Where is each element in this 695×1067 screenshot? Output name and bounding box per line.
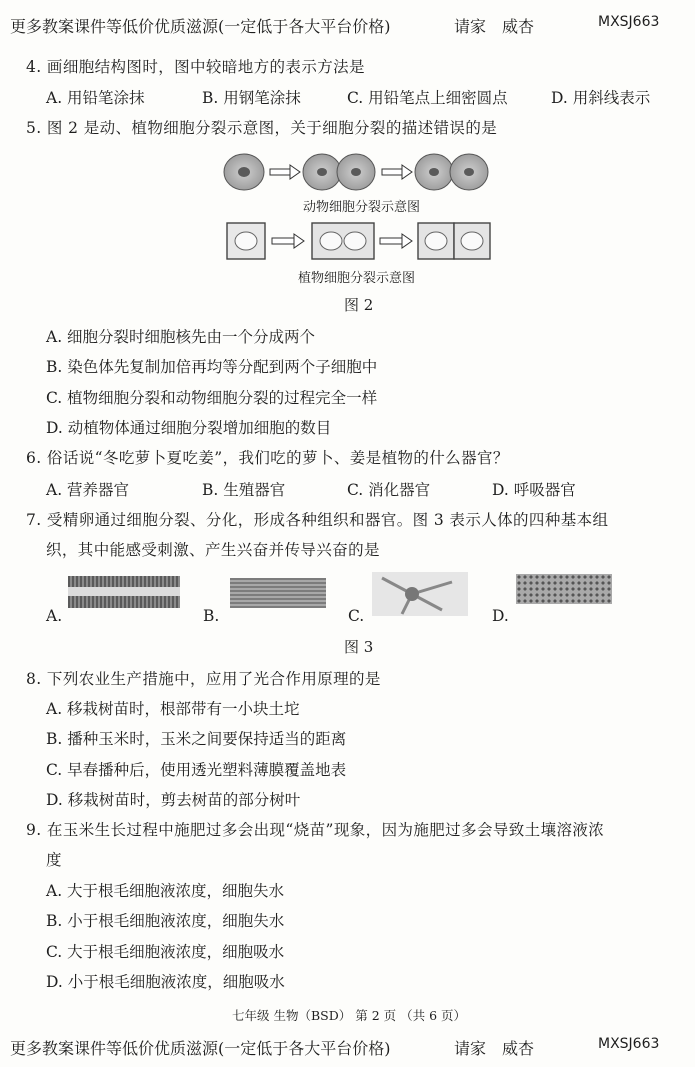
q5-option-d: D. 动植物体通过细胞分裂增加细胞的数目 xyxy=(46,419,332,437)
q4-option-a: A. 用铅笔涂抹 xyxy=(46,89,145,107)
q5-option-b: B. 染色体先复制加倍再均等分配到两个子细胞中 xyxy=(46,358,378,376)
animal-cell-daughters xyxy=(415,154,488,190)
header-promo: 更多教案课件等低价优质滋源(一定低于各大平台价格) xyxy=(10,17,391,36)
question-5-stem: 5. 图 2 是动、植物细胞分裂示意图，关于细胞分裂的描述错误的是 xyxy=(26,119,498,137)
plant-diagram-caption: 植物细胞分裂示意图 xyxy=(298,271,416,286)
q6-option-c: C. 消化器官 xyxy=(347,481,431,499)
q7-option-a-label: A. xyxy=(46,607,63,625)
question-7-stem-line2: 织，其中能感受刺激、产生兴奋并传导兴奋的是 xyxy=(46,541,380,559)
question-8-stem: 8. 下列农业生产措施中，应用了光合作用原理的是 xyxy=(26,670,381,688)
animal-diagram-caption: 动物细胞分裂示意图 xyxy=(303,200,421,215)
tissue-image-b xyxy=(230,578,326,608)
question-9-stem-line1: 9. 在玉米生长过程中施肥过多会出现“烧苗”现象，因为施肥过多会导致土壤溶液浓 xyxy=(26,821,605,839)
question-9-stem-line2: 度 xyxy=(46,851,62,869)
tissue-image-a xyxy=(68,576,180,608)
neuron-svg xyxy=(372,572,468,616)
q5-option-c: C. 植物细胞分裂和动物细胞分裂的过程完全一样 xyxy=(46,389,378,407)
footer-code: MXSJ663 xyxy=(598,1036,660,1052)
arrow-icon xyxy=(382,165,412,179)
arrow-icon xyxy=(272,234,304,248)
animal-cell-division-diagram xyxy=(222,150,492,194)
arrow-icon xyxy=(270,165,300,179)
animal-cell-parent xyxy=(224,154,264,190)
header-contact: 请家 威杏 xyxy=(454,17,535,36)
q5-option-a: A. 细胞分裂时细胞核先由一个分成两个 xyxy=(46,328,316,346)
header-code: MXSJ663 xyxy=(598,14,660,30)
q9-option-c: C. 大于根毛细胞液浓度，细胞吸水 xyxy=(46,943,285,961)
question-6-stem: 6. 俗话说“冬吃萝卜夏吃姜”，我们吃的萝卜、姜是植物的什么器官？ xyxy=(26,449,509,467)
animal-cells-svg xyxy=(222,150,492,194)
q8-option-b: B. 播种玉米时，玉米之间要保持适当的距离 xyxy=(46,730,347,748)
q6-option-b: B. 生殖器官 xyxy=(202,481,286,499)
plant-cell-daughters xyxy=(418,223,490,259)
q8-option-c: C. 早春播种后，使用透光塑料薄膜覆盖地表 xyxy=(46,761,347,779)
arrow-icon xyxy=(380,234,412,248)
plant-cell-dividing xyxy=(312,223,374,259)
figure-2-label: 图 2 xyxy=(344,296,374,314)
footer-promo: 更多教案课件等低价优质滋源(一定低于各大平台价格) xyxy=(10,1039,391,1058)
q4-option-b: B. 用钢笔涂抹 xyxy=(202,89,301,107)
q9-option-a: A. 大于根毛细胞液浓度，细胞失水 xyxy=(46,882,285,900)
q7-option-b-label: B. xyxy=(203,607,220,625)
plant-cell-parent xyxy=(227,223,265,259)
q6-option-d: D. 呼吸器官 xyxy=(492,481,576,499)
footer-contact: 请家 威杏 xyxy=(454,1039,535,1058)
q4-option-c: C. 用铅笔点上细密圆点 xyxy=(347,89,508,107)
question-4-stem: 4. 画细胞结构图时，图中较暗地方的表示方法是 xyxy=(26,58,365,76)
q8-option-d: D. 移栽树苗时，剪去树苗的部分树叶 xyxy=(46,791,301,809)
q7-option-c-label: C. xyxy=(348,607,365,625)
tissue-image-c xyxy=(372,572,468,616)
q8-option-a: A. 移栽树苗时，根部带有一小块土坨 xyxy=(46,700,300,718)
q9-option-b: B. 小于根毛细胞液浓度，细胞失水 xyxy=(46,912,285,930)
figure-3-label: 图 3 xyxy=(344,638,374,656)
plant-cell-division-diagram xyxy=(226,220,494,262)
q7-option-d-label: D. xyxy=(492,607,509,625)
tissue-image-d xyxy=(516,574,612,604)
q6-option-a: A. 营养器官 xyxy=(46,481,130,499)
plant-cells-svg xyxy=(226,220,494,262)
q9-option-d: D. 小于根毛细胞液浓度，细胞吸水 xyxy=(46,973,285,991)
question-7-stem-line1: 7. 受精卵通过细胞分裂、分化，形成各种组织和器官。图 3 表示人体的四种基本组 xyxy=(26,511,609,529)
animal-cell-dividing xyxy=(303,154,375,190)
page-info: 七年级 生物（BSD） 第 2 页 （共 6 页） xyxy=(232,1008,466,1023)
q4-option-d: D. 用斜线表示 xyxy=(551,89,651,107)
